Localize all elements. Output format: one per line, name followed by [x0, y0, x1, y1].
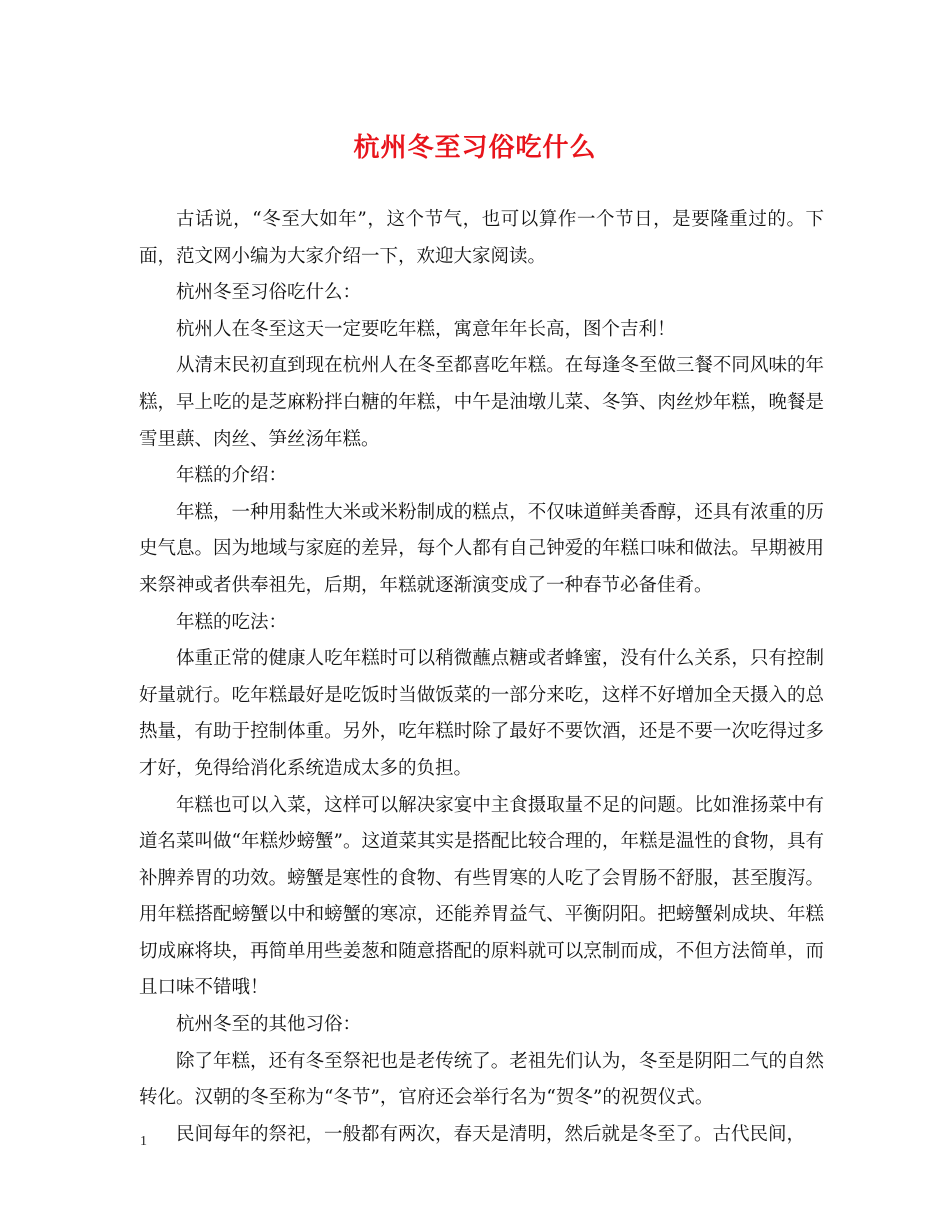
- paragraph: 从清末民初直到现在杭州人在冬至都喜吃年糕。在每逢冬至做三餐不同风味的年糕，早上吃的是芝麻粉拌白糖的年糕，中午是油墩儿菜、冬笋、肉丝炒年糕，晚餐是雪里蕻、肉丝、笋丝汤年糕。: [139, 355, 824, 450]
- section-heading: 杭州冬至习俗吃什么：: [176, 282, 362, 304]
- paragraph: 年糕，一种用黏性大米或米粉制成的糕点，不仅味道鲜美香醇，还具有浓重的历史气息。因为地域与家庭的差异，每个人都有自己钟爱的年糕口味和做法。早期被用来祭神或者供奉祖先，后期，年糕就逐渐演变成了一种春节必备佳肴。: [139, 501, 824, 596]
- paragraph: 民间每年的祭祀，一般都有两次，春天是清明，然后就是冬至了。古代民间，: [176, 1123, 806, 1145]
- document-title: 杭州冬至习俗吃什么: [353, 133, 597, 163]
- section-heading: 年糕的介绍：: [176, 465, 288, 487]
- paragraph: 年糕也可以入菜，这样可以解决家宴中主食摄取量不足的问题。比如淮扬菜中有道名菜叫做“年糕炒螃蟹”。这道菜其实是搭配比较合理的，年糕是温性的食物，具有补脾养胃的功效。螃蟹是寒性的食物、有些胃寒的人吃了会胃肠不舒服，甚至腹泻。用年糕搭配螃蟹以中和螃蟹的寒凉，还能养胃益气、平衡阴阳。把螃蟹剁成块、年糕切成麻将块，再简单用些姜葱和随意搭配的原料就可以烹制而成，不但方法简单，而且口味不错哦！: [139, 794, 824, 999]
- paragraph: 除了年糕，还有冬至祭祀也是老传统了。老祖先们认为，冬至是阴阳二气的自然转化。汉朝的冬至称为“冬节”，官府还会举行名为“贺冬”的祝贺仪式。: [139, 1050, 824, 1109]
- section-heading: 年糕的吃法：: [176, 611, 288, 633]
- paragraph: 体重正常的健康人吃年糕时可以稍微蘸点糖或者蜂蜜，没有什么关系，只有控制好量就行。吃年糕最好是吃饭时当做饭菜的一部分来吃，这样不好增加全天摄入的总热量，有助于控制体重。另外，吃年糕时除了最好不要饮酒，还是不要一次吃得过多才好，免得给消化系统造成太多的负担。: [139, 648, 824, 779]
- page-number: 1: [140, 1134, 147, 1149]
- document-body: [139, 202, 824, 1153]
- paragraph: 杭州人在冬至这天一定要吃年糕，寓意年年长高，图个吉利！: [176, 318, 676, 340]
- section-heading: 杭州冬至的其他习俗：: [176, 1014, 362, 1036]
- paragraph: 古话说，“冬至大如年”，这个节气，也可以算作一个节日，是要隆重过的。下面，范文网小编为大家介绍一下，欢迎大家阅读。: [139, 209, 824, 267]
